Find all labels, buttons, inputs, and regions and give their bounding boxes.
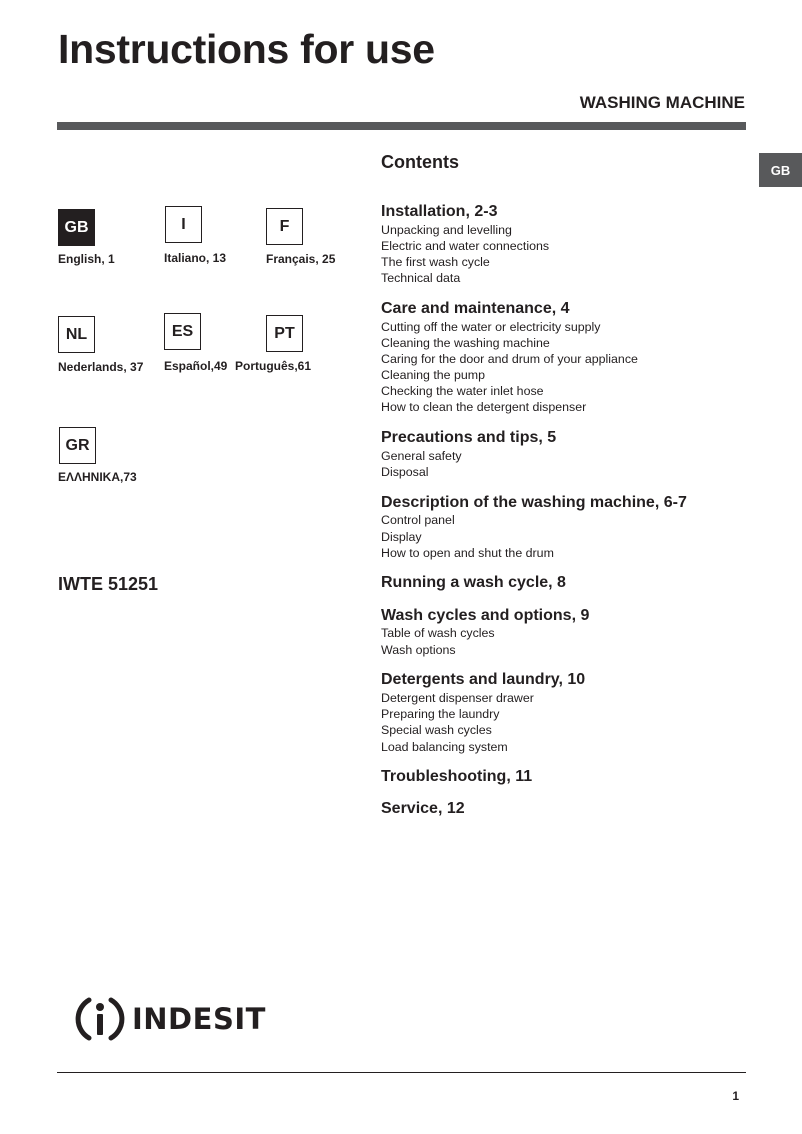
toc-item[interactable]: Control panel — [381, 513, 455, 527]
toc-item[interactable]: Table of wash cycles — [381, 626, 495, 640]
toc-item[interactable]: General safety — [381, 449, 462, 463]
toc-heading[interactable]: Running a wash cycle, 8 — [381, 574, 566, 591]
toc-item[interactable]: Special wash cycles — [381, 723, 492, 737]
toc-heading[interactable]: Installation, 2-3 — [381, 203, 498, 220]
lang-box-es[interactable]: ES — [164, 313, 201, 350]
document-title: Instructions for use — [58, 26, 435, 72]
toc-heading[interactable]: Service, 12 — [381, 800, 465, 817]
indesit-logo-icon — [74, 994, 126, 1044]
toc-item[interactable]: Display — [381, 530, 422, 544]
toc-item[interactable]: Checking the water inlet hose — [381, 384, 544, 398]
brand-logo — [74, 994, 266, 1044]
lang-box-i[interactable]: I — [165, 206, 202, 243]
toc-item[interactable]: How to open and shut the drum — [381, 546, 554, 560]
product-type: WASHING MACHINE — [579, 93, 745, 112]
toc-item[interactable]: Preparing the laundry — [381, 707, 500, 721]
lang-box-nl[interactable]: NL — [58, 316, 95, 353]
lang-label-i: Italiano, 13 — [164, 251, 227, 265]
toc-heading[interactable]: Detergents and laundry, 10 — [381, 671, 586, 688]
contents-title: Contents — [381, 152, 459, 172]
footer-rule — [57, 1072, 746, 1073]
lang-label-gb: English, 1 — [58, 252, 115, 266]
toc-item[interactable]: Technical data — [381, 271, 461, 285]
header-rule — [57, 122, 746, 130]
toc-item[interactable]: Unpacking and levelling — [381, 223, 512, 237]
toc-item[interactable]: Cleaning the pump — [381, 368, 486, 382]
toc-item[interactable]: Load balancing system — [381, 740, 508, 754]
model-number: IWTE 51251 — [58, 574, 159, 594]
toc-heading[interactable]: Precautions and tips, 5 — [381, 429, 557, 446]
lang-label-nl: Nederlands, 37 — [58, 360, 144, 374]
lang-label-gr: ΕΛΛΗΝΙΚΑ,73 — [58, 470, 137, 484]
toc-heading[interactable]: Care and maintenance, 4 — [381, 300, 570, 317]
toc-item[interactable]: Electric and water connections — [381, 239, 550, 253]
lang-label-es: Español,49 — [164, 359, 228, 373]
lang-label-pt: Português,61 — [235, 359, 312, 373]
toc-heading[interactable]: Wash cycles and options, 9 — [381, 607, 590, 624]
language-side-tab[interactable]: GB — [759, 153, 802, 187]
toc-item[interactable]: How to clean the detergent dispenser — [381, 400, 587, 414]
brand-name: INDESIT — [132, 1002, 266, 1036]
page-number: 1 — [732, 1089, 739, 1103]
toc-item[interactable]: Cleaning the washing machine — [381, 336, 550, 350]
lang-box-f[interactable]: F — [266, 208, 303, 245]
lang-label-f: Français, 25 — [266, 252, 336, 266]
toc-item[interactable]: Caring for the door and drum of your appliance — [381, 352, 638, 366]
toc-item[interactable]: Disposal — [381, 465, 429, 479]
lang-box-gb[interactable]: GB — [58, 209, 95, 246]
lang-box-pt[interactable]: PT — [266, 315, 303, 352]
toc-item[interactable]: Detergent dispenser drawer — [381, 691, 534, 705]
toc-item[interactable]: Cutting off the water or electricity supply — [381, 320, 601, 334]
lang-box-gr[interactable]: GR — [59, 427, 96, 464]
toc-heading[interactable]: Description of the washing machine, 6-7 — [381, 494, 687, 511]
toc-heading[interactable]: Troubleshooting, 11 — [381, 768, 533, 785]
toc-item[interactable]: Wash options — [381, 643, 456, 657]
toc-item[interactable]: The first wash cycle — [381, 255, 490, 269]
